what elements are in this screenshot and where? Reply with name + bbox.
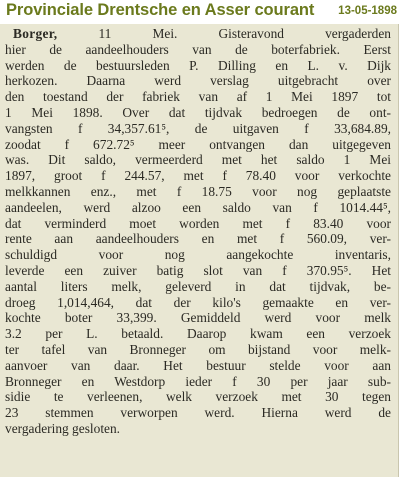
- article-line: ter tafel van Bronneger om bijstand voor melk-: [5, 341, 391, 357]
- publication-date: 13-05-1898: [338, 5, 397, 17]
- article-line: aanvoer van daar. Het bestuur stelde voor aan: [5, 357, 391, 373]
- article-line: vergadering gesloten.: [5, 420, 121, 436]
- article-line: dat verminderd moet worden met f 83.40 voor: [5, 215, 391, 231]
- article-line-text: 11 Mei. Gisteravond vergaderden: [57, 26, 391, 41]
- article-place: Borger,: [13, 26, 58, 41]
- article-line: sidie te verleenen, welk verzoek met 30 tegen: [5, 389, 391, 405]
- article-line: herkozen. Daarna werd verslag uitgebracht over: [5, 73, 391, 89]
- article-line: Bronneger en Westdorp ieder f 30 per jaar sub-: [5, 373, 391, 389]
- article-line: melkkannen enz., met f 18.75 voor nog geplaatste: [5, 183, 391, 199]
- article-line: hier de aandeelhouders van de boterfabriek. Eerst: [5, 41, 391, 57]
- article-line: zoodat f 672.72⁵ meer ontvangen dan uitgegeven: [5, 136, 391, 152]
- article-line: 1 Mei 1898. Over dat tijdvak bedroegen de ont-: [5, 104, 391, 120]
- article-line: 1897, groot f 244.57, met f 78.40 voor verkochte: [5, 168, 391, 184]
- article-line: 3.2 per L. betaald. Daarop kwam een verzoek: [5, 326, 391, 342]
- article-line: was. Dit saldo, vermeerderd met het saldo 1 Mei: [5, 152, 391, 168]
- article-line: 23 stemmen verworpen werd. Hierna werd de: [5, 405, 391, 421]
- article-line: werden de bestuursleden P. Dilling en L. v. Dijk: [5, 57, 391, 73]
- article-line: schuldigd voor nog aangekochte inventaris,: [5, 247, 391, 263]
- article-line: [5, 26, 391, 42]
- newspaper-title: Provinciale Drentsche en Asser courant: [6, 1, 315, 19]
- article-line: kochte boter 33,399. Gemiddeld werd voor melk: [5, 310, 391, 326]
- article-line: rente aan aandeelhouders en met f 560.09, ver-: [5, 231, 391, 247]
- article-line: aantal liters melk, geleverd in dat tijdvak, be-: [5, 278, 391, 294]
- article-line: vangsten f 34,357.61⁵, de uitgaven f 33,684.89,: [5, 120, 391, 136]
- article-line: den toestand der fabriek van af 1 Mei 1897 tot: [5, 89, 391, 105]
- article-body: [5, 26, 391, 437]
- article-line: droeg 1,014,464, dat der kilo's gemaakte en ver-: [5, 294, 391, 310]
- newspaper-clipping: [0, 24, 399, 477]
- article-line: leverde een zuiver batig slot van f 370.95⁵. Het: [5, 262, 391, 278]
- article-line: aandeelen, werd alzoo een saldo van f 1014.44⁵,: [5, 199, 391, 215]
- header-bar: [0, 0, 400, 24]
